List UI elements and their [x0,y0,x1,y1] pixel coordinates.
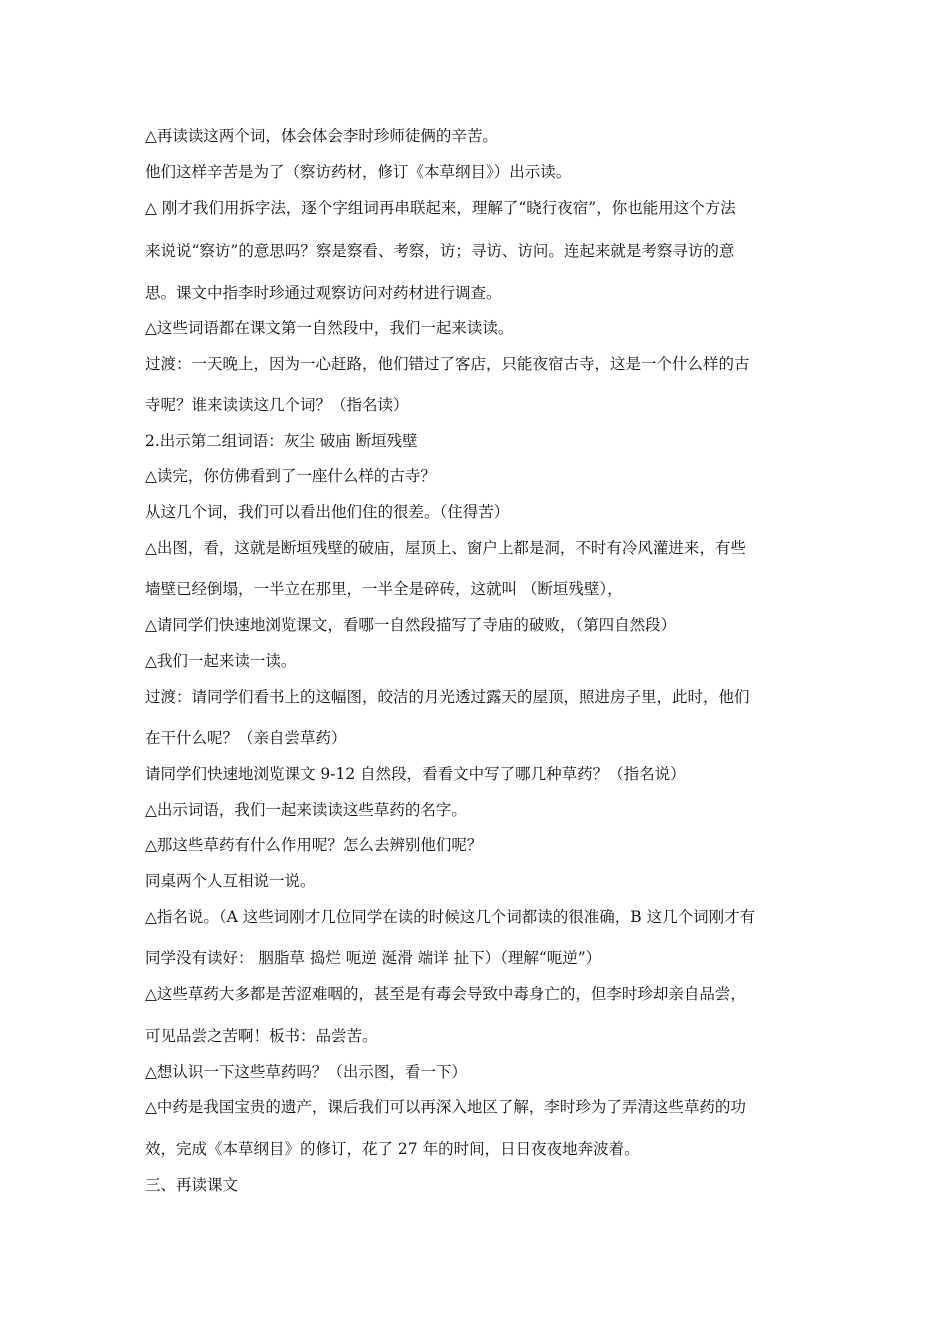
text-line: △那这些草药有什么作用呢？怎么去辨别他们呢？ [145,836,483,854]
text-line: 在干什么呢？（亲自尝草药） [145,729,347,747]
text-line: △出示词语，我们一起来读读这些草药的名字。 [145,801,467,819]
text-line: △这些草药大多都是苦涩难咽的，甚至是有毒会导致中毒身亡的，但李时珍却亲自品尝， [145,985,746,1003]
text-line: △出图，看，这就是断垣残壁的破庙，屋顶上、窗户上都是洞，不时有冷风灌进来，有些 [145,539,746,557]
text-line: △读完，你仿佛看到了一座什么样的古寺？ [145,467,436,485]
text-line: △想认识一下这些草药吗？（出示图，看一下） [145,1063,467,1081]
text-line: 过渡：请同学们看书上的这幅图，皎洁的月光透过露天的屋顶，照进房子里，此时，他们 [145,688,750,706]
text-line: △我们一起来读一读。 [145,652,297,670]
text-line: △请同学们快速地浏览课文，看哪一自然段描写了寺庙的破败，（第四自然段） [145,616,677,634]
section-heading: 三、再读课文 [145,1176,239,1194]
text-line: 他们这样辛苦是为了（察访药材，修订《本草纲目》）出示读。 [145,163,572,181]
text-line: 同桌两个人互相说一说。 [145,872,316,890]
text-line: 从这几个词，我们可以看出他们住的很差。（住得苦） [145,503,510,521]
text-line: 请同学们快速地浏览课文 9-12 自然段，看看文中写了哪几种草药？（指名说） [145,765,686,783]
text-line: 效，完成《本草纲目》的修订，花了 27 年的时间，日日夜夜地奔波着。 [145,1140,640,1158]
text-line: △再读读这两个词，体会体会李时珍师徒俩的辛苦。 [145,127,498,145]
text-line: △指名说。（A 这些词刚才几位同学在读的时候这几个词都读的很准确，B 这几个词刚才有 [145,908,756,926]
text-line: 过渡：一天晚上，因为一心赶路，他们错过了客店，只能夜宿古寺，这是一个什么样的古 [145,355,750,373]
text-line: △中药是我国宝贵的遗产，课后我们可以再深入地区了解，李时珍为了弄清这些草药的功 [145,1098,746,1116]
text-line: △这些词语都在课文第一自然段中，我们一起来读读。 [145,319,514,337]
text-line: 2.出示第二组词语：灰尘 破庙 断垣残壁 [145,432,418,450]
text-line: 墙壁已经倒塌，一半立在那里，一半全是碎砖，这就叫 （断垣残壁）， [145,580,623,598]
text-line: △ 刚才我们用拆字法，逐个字组词再串联起来，理解了“晓行夜宿”，你也能用这个方法 [145,199,736,217]
text-line: 思。课文中指李时珍通过观察访问对药材进行调查。 [145,284,502,302]
text-line: 来说说“察访”的意思吗？察是察看、考察，访；寻访、访问。连起来就是考察寻访的意 [145,242,735,260]
text-line: 可见品尝之苦啊！板书：品尝苦。 [145,1027,378,1045]
text-line: 同学没有读好： 胭脂草 捣烂 呃逆 涎滑 端详 扯下）（理解“呃逆”） [145,949,602,967]
text-line: 寺呢？谁来读读这几个词？（指名读） [145,396,409,414]
